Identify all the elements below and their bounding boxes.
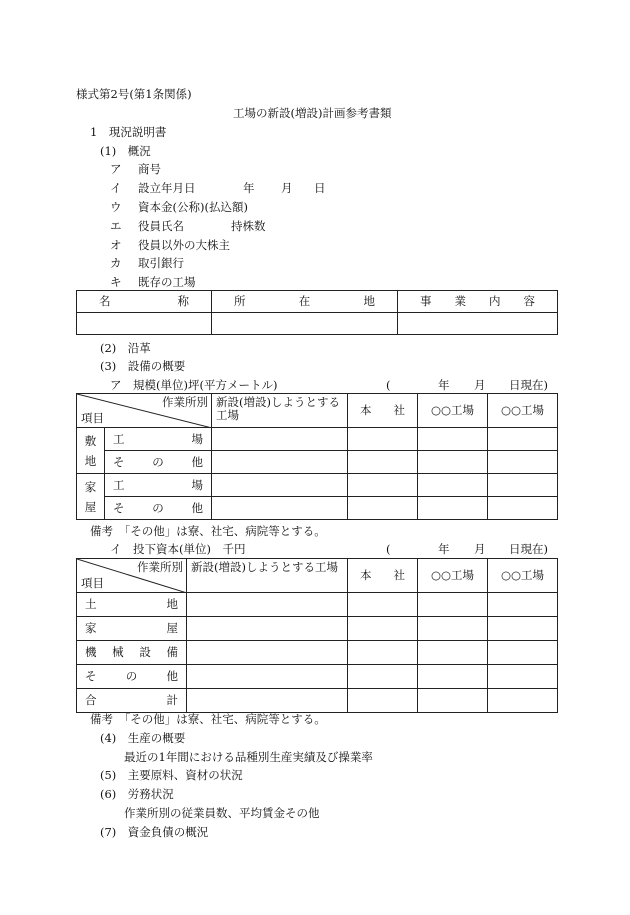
row-factory: 工 場 [105, 474, 212, 497]
row-other: そ の 他 [77, 665, 187, 689]
cell [348, 428, 418, 451]
cell [348, 497, 418, 520]
item-label: 設立年月日 [138, 181, 196, 195]
cell [348, 665, 418, 689]
year-label: 年 [243, 181, 255, 195]
capital-table [76, 558, 558, 713]
row-other: そ の 他 [105, 451, 212, 474]
note-2: 備考 「その他」は寮、社宅、病院等とする。 [90, 712, 326, 726]
item-key: キ [110, 275, 122, 289]
cell [348, 689, 418, 713]
cell [488, 497, 558, 520]
cell [418, 665, 488, 689]
cell-location [212, 313, 398, 335]
cell [488, 689, 558, 713]
capital-title: イ 投下資本(単位) 千円 [110, 542, 246, 556]
cell [187, 689, 348, 713]
cell [212, 428, 348, 451]
cell-business [398, 313, 558, 335]
header-new-factory: 新設(増設)しようとする工場 [212, 394, 348, 428]
item-key: エ [110, 219, 122, 233]
cell [348, 641, 418, 665]
item-key: オ [110, 238, 122, 252]
month-label: 月 [281, 181, 293, 195]
section-1-7-heading: (7) 資金負債の概況 [100, 825, 209, 839]
cell [418, 451, 488, 474]
section-1-6-heading: (6) 労務状況 [100, 787, 174, 801]
row-land: 土 地 [77, 593, 187, 617]
section-1-4-heading: (4) 生産の概要 [100, 731, 186, 745]
cell [418, 617, 488, 641]
item-label: 取引銀行 [138, 256, 184, 270]
cell [418, 641, 488, 665]
cell [348, 451, 418, 474]
section-1-2-heading: (2) 沿革 [100, 341, 151, 355]
cell-name [77, 313, 212, 335]
cell [488, 665, 558, 689]
section-1-3-heading: (3) 設備の概要 [100, 359, 186, 373]
note-1: 備考 「その他」は寮、社宅、病院等とする。 [90, 524, 326, 538]
cell [488, 474, 558, 497]
cell [187, 641, 348, 665]
as-of-year: 年 [438, 542, 450, 556]
cell [488, 593, 558, 617]
section-1-5-heading: (5) 主要原料、資材の状況 [100, 768, 243, 782]
row-building: 家 屋 [77, 617, 187, 641]
as-of-open: ( [386, 542, 391, 556]
section-1-1-heading: (1) 概況 [100, 144, 151, 158]
section-1-6-detail: 作業所別の従業員数、平均賃金その他 [124, 806, 320, 820]
item-key: ウ [110, 200, 122, 214]
as-of-day: 日現在) [509, 378, 548, 392]
row-total: 合 計 [77, 689, 187, 713]
as-of-year: 年 [438, 378, 450, 392]
cell [418, 593, 488, 617]
cell [187, 665, 348, 689]
header-name: 名 称 [77, 291, 212, 313]
cell [488, 617, 558, 641]
as-of-month: 月 [474, 542, 486, 556]
item-key: カ [110, 256, 122, 270]
item-label: 役員氏名 [138, 219, 184, 233]
item-label: 既存の工場 [138, 275, 196, 289]
cell [212, 474, 348, 497]
header-hq: 本 社 [348, 394, 418, 428]
header-factory-1: ○○工場 [418, 559, 488, 593]
cell [418, 689, 488, 713]
scale-title: ア 規模(単位)坪(平方メートル) [110, 378, 278, 392]
as-of-day: 日現在) [509, 542, 548, 556]
section-1-heading: 1 現況説明書 [90, 125, 167, 139]
header-diagonal: 作業所別 項目 [77, 559, 187, 593]
item-label: 資本金(公称)(払込額) [138, 200, 248, 214]
cell [187, 617, 348, 641]
header-location: 所 在 地 [212, 291, 398, 313]
cell [348, 617, 418, 641]
item-key: イ [110, 181, 122, 195]
as-of-month: 月 [474, 378, 486, 392]
form-number: 様式第2号(第1条関係) [76, 87, 192, 101]
row-machinery: 機 械 設 備 [77, 641, 187, 665]
header-new-factory: 新設(増設)しようとする工場 [187, 559, 348, 593]
header-hq: 本 社 [348, 559, 418, 593]
header-business: 事 業 内 容 [398, 291, 558, 313]
cell [488, 451, 558, 474]
item-label: 役員以外の大株主 [138, 238, 230, 252]
header-factory-2: ○○工場 [488, 559, 558, 593]
cell [418, 428, 488, 451]
group-land: 敷 地 [77, 428, 105, 474]
row-factory: 工 場 [105, 428, 212, 451]
existing-factory-table [76, 290, 558, 335]
cell [212, 497, 348, 520]
item-key: ア [110, 162, 122, 176]
cell [488, 428, 558, 451]
group-building: 家 屋 [77, 474, 105, 520]
cell [212, 451, 348, 474]
cell [348, 593, 418, 617]
row-other: そ の 他 [105, 497, 212, 520]
item-label: 商号 [138, 162, 161, 176]
shares-label: 持株数 [231, 219, 266, 233]
header-factory-1: ○○工場 [418, 394, 488, 428]
as-of-open: ( [386, 378, 391, 392]
cell [418, 474, 488, 497]
document-title: 工場の新設(増設)計画参考書類 [233, 106, 392, 120]
header-factory-2: ○○工場 [488, 394, 558, 428]
cell [348, 474, 418, 497]
section-1-4-detail: 最近の1年間における品種別生産実績及び操業率 [124, 750, 373, 764]
scale-table [76, 393, 558, 520]
header-diagonal: 作業所別 項目 [77, 394, 212, 428]
day-label: 日 [314, 181, 326, 195]
cell [187, 593, 348, 617]
cell [418, 497, 488, 520]
cell [488, 641, 558, 665]
